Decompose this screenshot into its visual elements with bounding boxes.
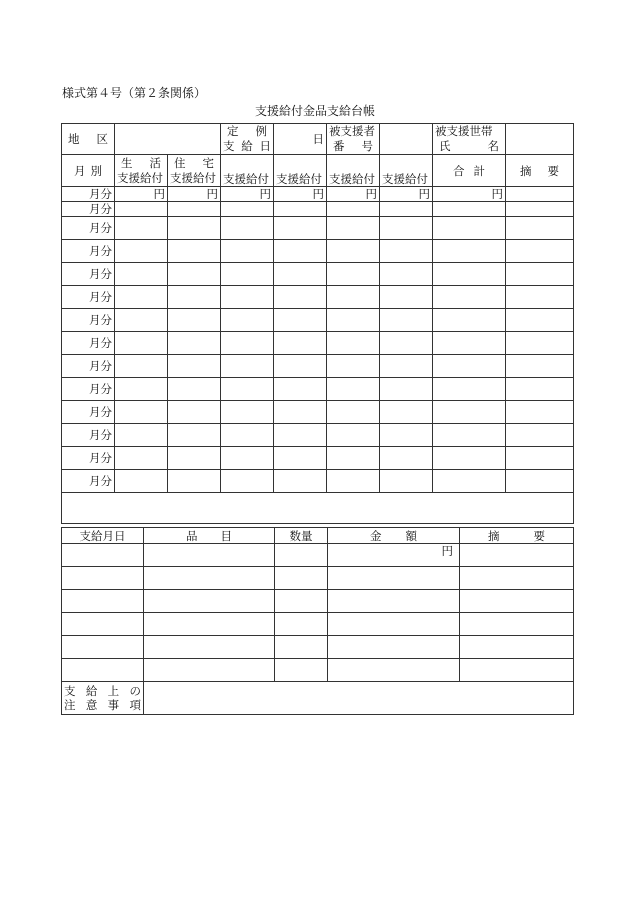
month-cell: 月分 [62, 470, 115, 493]
month-row-11 [62, 401, 574, 424]
notes-label-cell: 支 給 上 の 注 意 事 項 [62, 682, 144, 715]
items-header-row [62, 528, 574, 544]
month-cell: 月分 [62, 401, 115, 424]
month-row-6 [62, 286, 574, 309]
month-cell: 月分 [62, 309, 115, 332]
yen-cell[interactable]: 円 [380, 187, 433, 202]
month-cell: 月分 [62, 286, 115, 309]
item-row-6 [62, 659, 574, 682]
ledger-footer-cell[interactable] [62, 493, 574, 524]
recipient-number-value-cell[interactable] [380, 124, 433, 155]
total-header: 合 計 [433, 155, 506, 187]
remarks-header: 摘 要 [506, 155, 574, 187]
month-cell: 月分 [62, 187, 115, 202]
month-row-13 [62, 447, 574, 470]
month-cell: 月分 [62, 378, 115, 401]
amount-header: 金 額 [328, 528, 460, 544]
month-cell: 月分 [62, 355, 115, 378]
remarks-cell[interactable] [506, 187, 574, 202]
regular-pay-day-label-cell: 定 例 支 給 日 [221, 124, 274, 155]
yen-cell[interactable]: 円 [168, 187, 221, 202]
month-cell: 月分 [62, 202, 115, 217]
district-label-cell: 地 区 [62, 124, 115, 155]
quantity-header: 数量 [275, 528, 328, 544]
district-value-cell[interactable] [115, 124, 221, 155]
month-cell: 月分 [62, 447, 115, 470]
month-cell: 月分 [62, 424, 115, 447]
pay-month-day-header: 支給月日 [62, 528, 144, 544]
form-number-label: 様式第４号（第２条関係） [62, 86, 207, 100]
yen-cell[interactable]: 円 [433, 187, 506, 202]
month-row-7 [62, 309, 574, 332]
notes-value-cell[interactable] [144, 682, 574, 715]
remarks-header: 摘 要 [460, 528, 574, 544]
support-pay-header-3: 支援給付 [327, 155, 380, 187]
support-pay-header-4: 支援給付 [380, 155, 433, 187]
month-row-1 [62, 187, 574, 202]
day-cell[interactable]: 日 [274, 124, 327, 155]
amount-yen-cell[interactable]: 円 [328, 544, 460, 567]
month-row-9 [62, 355, 574, 378]
item-row-1 [62, 544, 574, 567]
item-row-3 [62, 590, 574, 613]
in-kind-items-table [61, 527, 574, 715]
monthly-support-ledger-table [61, 123, 574, 524]
ledger-footer-row [62, 493, 574, 524]
month-row-14 [62, 470, 574, 493]
item-row-5 [62, 636, 574, 659]
yen-cell[interactable]: 円 [115, 187, 168, 202]
notes-row [62, 682, 574, 715]
item-row-4 [62, 613, 574, 636]
support-pay-header-2: 支援給付 [274, 155, 327, 187]
support-pay-header-1: 支援給付 [221, 155, 274, 187]
recipient-number-label-cell: 被支援者 番 号 [327, 124, 380, 155]
header-row-1 [62, 124, 574, 155]
item-header: 品 目 [144, 528, 275, 544]
yen-cell[interactable]: 円 [327, 187, 380, 202]
month-row-8 [62, 332, 574, 355]
yen-cell[interactable]: 円 [274, 187, 327, 202]
month-by-header: 月 別 [62, 155, 115, 187]
household-name-label-cell: 被支援世帯 氏 名 [433, 124, 506, 155]
living-support-header: 生 活 支援給付 [115, 155, 168, 187]
month-row-3 [62, 217, 574, 240]
header-row-2 [62, 155, 574, 187]
household-name-value-cell[interactable] [506, 124, 574, 155]
yen-cell[interactable]: 円 [221, 187, 274, 202]
month-row-4 [62, 240, 574, 263]
month-row-5 [62, 263, 574, 286]
month-cell: 月分 [62, 332, 115, 355]
month-row-10 [62, 378, 574, 401]
month-row-2 [62, 202, 574, 217]
month-cell: 月分 [62, 240, 115, 263]
item-row-2 [62, 567, 574, 590]
month-row-12 [62, 424, 574, 447]
month-cell: 月分 [62, 263, 115, 286]
housing-support-header: 住 宅 支援給付 [168, 155, 221, 187]
document-title: 支援給付金品支給台帳 [254, 104, 375, 118]
month-cell: 月分 [62, 217, 115, 240]
